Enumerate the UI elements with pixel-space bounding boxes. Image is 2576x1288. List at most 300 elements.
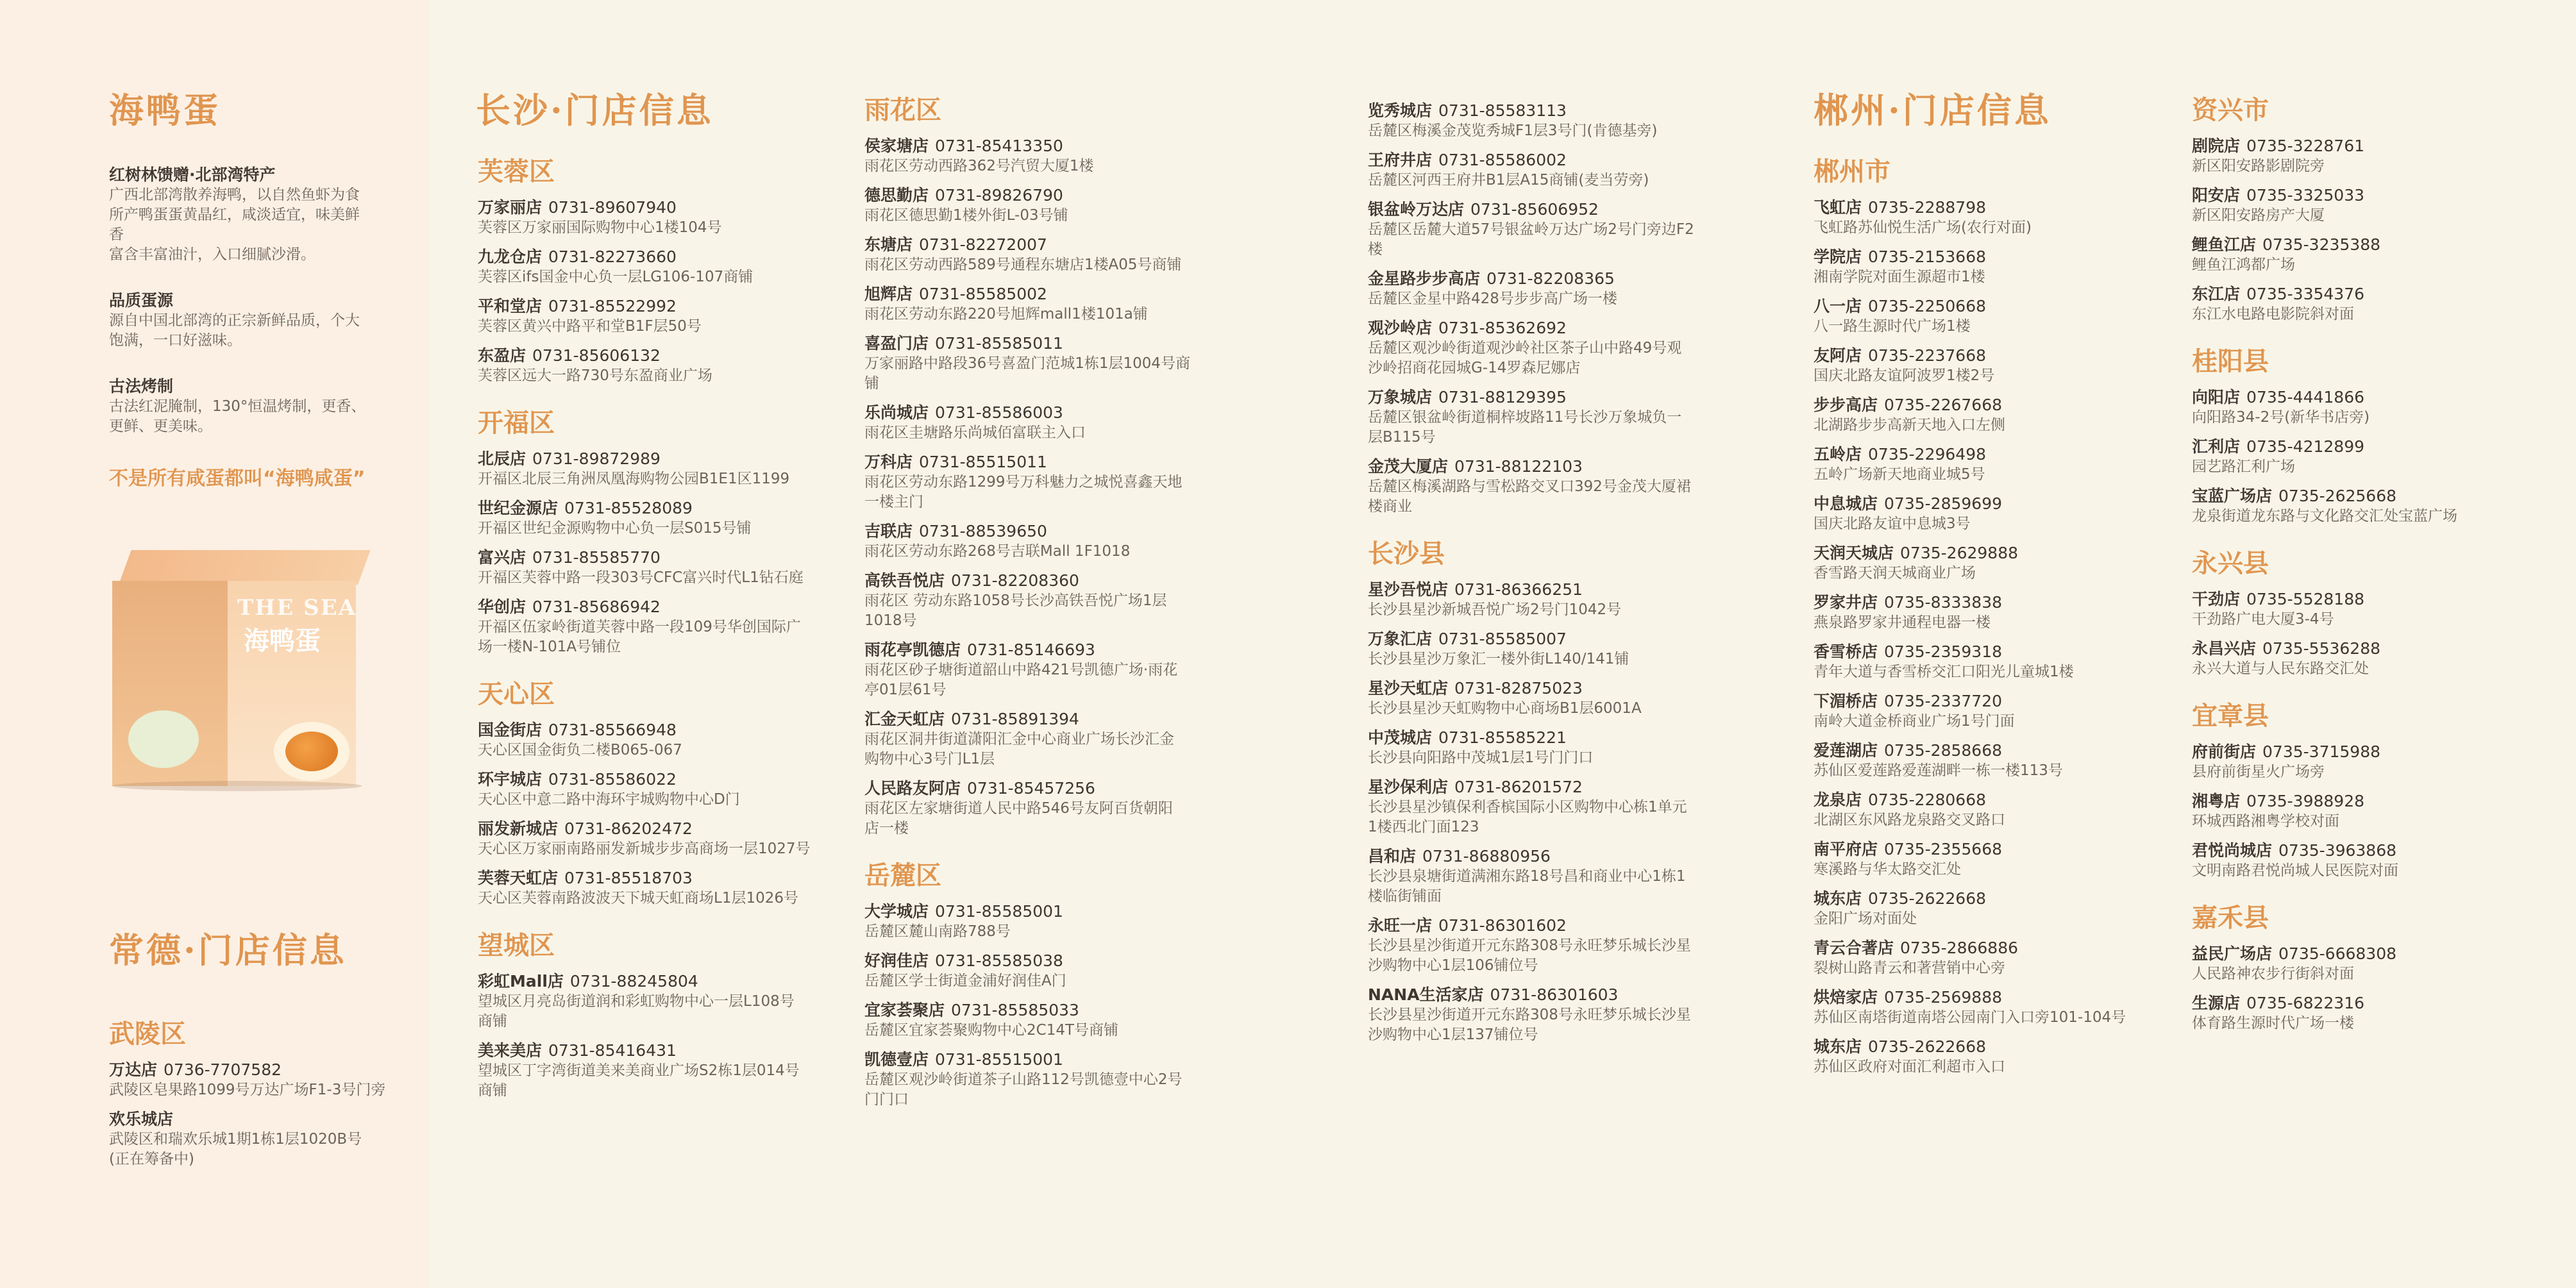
store-header <box>478 346 863 366</box>
store-phone: 0735-2355668 <box>1884 840 2002 858</box>
store-address: 长沙县星沙街道开元东路308号永旺梦乐城长沙星 <box>1368 937 1691 954</box>
store-address: 北湖路步步高新天地入口左侧 <box>1814 417 2005 433</box>
district-group <box>1368 101 1765 517</box>
store-item <box>1814 197 2173 238</box>
district-title: 岳麓区 <box>864 861 941 891</box>
store-address: 岳麓区观沙岭街道茶子山路112号凯德壹中心2号 <box>864 1071 1183 1088</box>
store-item <box>478 1041 863 1101</box>
store-phone: 0731-85606132 <box>532 346 661 365</box>
store-item <box>1368 846 1765 907</box>
store-address: 岳麓区银盆岭街道桐梓坡路11号长沙万象城负一 <box>1368 409 1682 426</box>
store-header <box>1814 444 2173 465</box>
chenzhou-column-1 <box>1814 159 2173 1101</box>
store-address: 湘南学院对面生源超市1楼 <box>1814 269 1985 285</box>
store-phone: 0735-2625668 <box>2278 487 2396 505</box>
store-phone: 0731-89872989 <box>532 449 661 468</box>
store-name: 雨花亭凯德店 <box>864 640 961 659</box>
store-name: 剧院店 <box>2192 137 2241 155</box>
store-name: 旭辉店 <box>864 285 913 303</box>
store-header <box>1814 395 2173 415</box>
store-name: 观沙岭店 <box>1368 319 1433 337</box>
store-item <box>1814 691 2173 732</box>
store-phone: 0731-85891394 <box>951 710 1079 728</box>
store-header <box>2192 235 2551 255</box>
district-group <box>2192 551 2551 679</box>
store-name: 人民路友阿店 <box>864 779 961 798</box>
store-item <box>478 597 863 657</box>
district-group <box>2192 703 2551 881</box>
store-address: 开福区伍家岭街道芙蓉中路一段109号华创国际广 <box>478 619 801 635</box>
store-address: 飞虹路苏仙悦生活广场(农行对面) <box>1814 219 2032 236</box>
store-item <box>1368 985 1765 1045</box>
store-item <box>2192 944 2551 984</box>
store-header <box>1814 839 2173 860</box>
store-name: 九龙仓店 <box>478 247 543 266</box>
store-address: 商铺 <box>478 1082 507 1099</box>
district-title: 开福区 <box>478 408 555 438</box>
intro-text: 饱满，一口好滋味。 <box>109 332 242 349</box>
store-header <box>864 235 1224 255</box>
store-phone: 0735-2858668 <box>1884 741 2002 760</box>
store-header <box>864 136 1224 156</box>
store-name: 世纪金源店 <box>478 499 559 517</box>
store-header <box>478 296 863 317</box>
district-group <box>109 1021 417 1169</box>
store-item <box>1814 444 2173 485</box>
store-name: 万家丽店 <box>478 198 543 217</box>
store-header <box>1368 916 1765 936</box>
store-header <box>2192 589 2551 610</box>
store-header <box>864 778 1224 799</box>
store-name: 飞虹店 <box>1814 198 1862 217</box>
store-item <box>864 284 1224 324</box>
store-header <box>2192 486 2551 506</box>
district-group <box>1814 159 2173 1077</box>
store-name: 烘焙家店 <box>1814 988 1878 1007</box>
store-item <box>2192 742 2551 782</box>
store-address: 亭01层61号 <box>864 682 947 698</box>
store-address: 新区阳安路房产大厦 <box>2192 207 2325 224</box>
store-address: 武陵区和瑞欢乐城1期1栋1层1020B号 <box>109 1131 362 1148</box>
store-phone: 0735-5536288 <box>2262 639 2380 658</box>
store-phone: 0731-88122103 <box>1454 457 1583 476</box>
store-phone: 0735-3325033 <box>2246 186 2364 205</box>
store-phone: 0731-85586003 <box>935 403 1063 422</box>
store-item <box>2192 387 2551 428</box>
store-phone: 0731-82272007 <box>919 235 1047 254</box>
store-header <box>2192 284 2551 305</box>
store-name: 阳安店 <box>2192 186 2241 205</box>
store-phone: 0735-3715988 <box>2262 742 2380 761</box>
store-address: 岳麓区宜家荟聚购物中心2C14T号商铺 <box>864 1022 1119 1039</box>
store-name: 侯家塘店 <box>864 137 929 155</box>
store-address: 裂树山路青云和著营销中心旁 <box>1814 960 2005 976</box>
store-phone: 0731-86301603 <box>1490 985 1619 1004</box>
store-phone: 0731-85362692 <box>1438 319 1567 337</box>
store-header <box>1814 938 2173 958</box>
store-address: 国庆北路友谊中息城3号 <box>1814 515 1971 532</box>
store-header <box>1368 846 1765 867</box>
store-header <box>1814 987 2173 1008</box>
store-header <box>1814 691 2173 712</box>
store-address: 雨花区砂子塘街道韶山中路421号凯德广场·雨花 <box>864 662 1178 678</box>
store-item <box>864 640 1224 700</box>
store-item <box>2192 486 2551 526</box>
store-item <box>1814 494 2173 534</box>
store-address: 东江水电路电影院斜对面 <box>2192 306 2354 322</box>
store-address: 雨花区劳动东路268号吉联Mall 1F1018 <box>864 543 1131 560</box>
changde-title: 常德·门店信息 <box>109 930 347 971</box>
store-header <box>1814 247 2173 267</box>
store-address: 长沙县向阳路中茂城1层1号门门口 <box>1368 749 1594 766</box>
store-address: 雨花区劳动西路589号通程东塘店1楼A05号商铺 <box>864 256 1182 273</box>
store-header <box>1368 269 1765 289</box>
store-address: 雨花区圭塘路乐尚城佰富联主入口 <box>864 424 1086 441</box>
district-group <box>1368 541 1765 1045</box>
store-item <box>109 1109 417 1169</box>
store-name: 彩虹Mall店 <box>478 972 564 991</box>
store-name: 喜盈门店 <box>864 334 929 353</box>
store-header <box>864 521 1224 542</box>
store-name: 万达店 <box>109 1060 158 1079</box>
store-phone: 0731-86201572 <box>1454 778 1583 796</box>
store-header <box>2192 993 2551 1014</box>
store-address: 岳麓区梅溪湖路与雪松路交叉口392号金茂大厦裙 <box>1368 478 1691 495</box>
store-name: 王府井店 <box>1368 151 1433 169</box>
store-header <box>1814 790 2173 810</box>
store-name: 星沙保利店 <box>1368 778 1449 796</box>
store-header <box>478 720 863 740</box>
district-title: 雨花区 <box>864 96 941 125</box>
changde-stores <box>109 1021 417 1194</box>
brand-title: 海鸭蛋 <box>109 90 221 131</box>
store-address: 雨花区劳动东路220号旭辉mall1楼101a铺 <box>864 306 1148 322</box>
store-name: 吉联店 <box>864 522 913 540</box>
intro-text: 古法红泥腌制，130°恒温烤制，更香、 <box>109 398 366 415</box>
changsha-title: 长沙·门店信息 <box>476 90 714 131</box>
store-header <box>478 449 863 469</box>
district-group <box>2192 905 2551 1033</box>
store-name: 好润佳店 <box>864 951 929 970</box>
store-phone: 0731-88129395 <box>1438 388 1567 406</box>
store-name: 星沙吾悦店 <box>1368 580 1449 599</box>
store-header <box>1814 346 2173 366</box>
store-name: 香雪桥店 <box>1814 642 1878 661</box>
store-header <box>2192 387 2551 408</box>
district-group <box>2192 97 2551 324</box>
store-phone: 0731-89826790 <box>935 186 1063 205</box>
store-name: 芙蓉天虹店 <box>478 869 559 887</box>
store-phone: 0735-2267668 <box>1884 396 2002 414</box>
intro-block <box>109 165 410 265</box>
brand-intro <box>109 165 410 490</box>
store-phone: 0735-2359318 <box>1884 642 2002 661</box>
district-title: 桂阳县 <box>2192 347 2269 376</box>
store-name: 万象城店 <box>1368 388 1433 406</box>
store-address: 楼 <box>1368 241 1383 258</box>
store-address: 文明南路君悦尚城人民医院对面 <box>2192 862 2398 879</box>
store-item <box>1368 728 1765 768</box>
store-item <box>2192 185 2551 226</box>
store-name: 八一店 <box>1814 297 1862 315</box>
store-address: 岳麓区岳麓大道57号银盆岭万达广场2号门旁边F2 <box>1368 221 1694 238</box>
store-address: 干劲路广电大厦3-4号 <box>2192 611 2334 628</box>
store-address: 1018号 <box>864 612 917 629</box>
store-phone: 0731-88539650 <box>919 522 1047 540</box>
store-name: 美来美店 <box>478 1041 543 1060</box>
store-name: 汇金天虹店 <box>864 710 945 728</box>
store-header <box>2192 841 2551 861</box>
store-phone: 0735-2153668 <box>1868 247 1986 266</box>
store-item <box>2192 284 2551 324</box>
store-address: 1楼西北门面123 <box>1368 819 1479 835</box>
store-header <box>1368 728 1765 748</box>
store-phone: 0731-82208360 <box>951 571 1079 590</box>
store-name: 北辰店 <box>478 449 526 468</box>
store-item <box>1814 247 2173 287</box>
store-item <box>478 548 863 588</box>
store-address: 县府前街星火广场旁 <box>2192 764 2325 780</box>
store-item <box>1368 456 1765 517</box>
changsha-column-2 <box>864 97 1224 1134</box>
intro-text: 富含丰富油汁，入口细腻沙滑。 <box>109 246 316 263</box>
store-phone: 0731-85586002 <box>1438 151 1567 169</box>
store-address: 商铺 <box>478 1013 507 1030</box>
store-address: 北湖区东风路龙泉路交叉路口 <box>1814 812 2005 828</box>
store-item <box>1814 395 2173 435</box>
intro-title: 红树林馈赠·北部湾特产 <box>109 165 276 184</box>
store-header <box>864 951 1224 971</box>
store-item <box>1814 642 2173 682</box>
store-item <box>1814 938 2173 978</box>
store-address: 燕泉路罗家井通程电器一楼 <box>1814 614 1991 631</box>
egg-yolk-icon <box>285 732 338 771</box>
store-name: 学院店 <box>1814 247 1862 266</box>
store-address: 苏仙区政府对面汇利超市入口 <box>1814 1058 2005 1075</box>
district-group <box>2192 349 2551 526</box>
store-name: 鲤鱼江店 <box>2192 235 2257 254</box>
store-name: 览秀城店 <box>1368 101 1433 120</box>
store-phone: 0731-82273660 <box>548 247 677 266</box>
store-name: 罗家井店 <box>1814 593 1878 612</box>
store-item <box>1368 777 1765 837</box>
store-address: 一楼主门 <box>864 494 923 510</box>
store-address: 岳麓区梅溪金茂览秀城F1层3号门(肯德基旁) <box>1368 122 1658 139</box>
store-header <box>864 452 1224 473</box>
store-address: 国庆北路友谊阿波罗1楼2号 <box>1814 367 1995 384</box>
store-address: 苏仙区南塔街道南塔公园南门入口旁101-104号 <box>1814 1009 2126 1026</box>
store-phone: 0731-86301602 <box>1438 916 1567 935</box>
store-address: 雨花区德思勤1楼外街L-03号铺 <box>864 207 1068 224</box>
store-item <box>2192 791 2551 832</box>
store-item <box>478 498 863 539</box>
store-phone: 0735-2866886 <box>1900 939 2018 957</box>
store-header <box>2192 791 2551 812</box>
store-item <box>478 868 863 908</box>
store-item <box>864 1050 1224 1110</box>
store-item <box>1368 387 1765 447</box>
store-name: 德思勤店 <box>864 186 929 205</box>
store-phone: 0731-85146693 <box>967 640 1095 659</box>
product-box-image <box>106 550 359 790</box>
store-item <box>478 720 863 760</box>
store-phone: 0735-2280668 <box>1868 790 1986 809</box>
store-item <box>864 571 1224 631</box>
store-address: 新区阳安路影剧院旁 <box>2192 158 2325 174</box>
store-item <box>478 247 863 287</box>
store-name: 金星路步步高店 <box>1368 269 1481 288</box>
store-address: 八一路生源时代广场1楼 <box>1814 318 1971 335</box>
district-title: 永兴县 <box>2192 549 2269 578</box>
store-address: 雨花区 劳动东路1058号长沙高铁吾悦广场1层 <box>864 592 1167 609</box>
store-name: 下湄桥店 <box>1814 692 1878 710</box>
store-header <box>478 247 863 267</box>
store-name: 友阿店 <box>1814 346 1862 365</box>
store-address: (正在筹备中) <box>109 1151 194 1167</box>
store-phone: 0735-2622668 <box>1868 1037 1986 1056</box>
store-address: 环城西路湘粤学校对面 <box>2192 813 2339 830</box>
store-address: 天心区中意二路中海环宇城购物中心D门 <box>478 791 740 808</box>
intro-text: 源自中国北部湾的正宗新鲜品质，个大 <box>109 312 360 329</box>
store-address: 雨花区劳动东路1299号万科魅力之城悦喜鑫天地 <box>864 474 1183 490</box>
store-item <box>1814 543 2173 583</box>
store-phone: 0731-85585001 <box>935 902 1063 921</box>
store-address: 长沙县星沙街道开元东路308号永旺梦乐城长沙星 <box>1368 1007 1691 1023</box>
store-header <box>1814 296 2173 317</box>
store-address: 购物中心3号门L1层 <box>864 751 995 767</box>
store-name: 欢乐城店 <box>109 1110 174 1128</box>
store-item <box>864 901 1224 942</box>
store-name: 汇利店 <box>2192 437 2241 456</box>
store-address: 长沙县星沙万象汇一楼外街L140/141铺 <box>1368 651 1629 667</box>
store-item <box>1368 629 1765 669</box>
store-phone: 0735-2629888 <box>1900 544 2018 562</box>
store-address: 层B115号 <box>1368 429 1436 446</box>
store-name: 天润天城店 <box>1814 544 1894 562</box>
store-header <box>1368 777 1765 798</box>
store-item <box>864 452 1224 512</box>
store-item <box>478 449 863 489</box>
store-header <box>864 185 1224 206</box>
store-phone: 0735-2250668 <box>1868 297 1986 315</box>
store-address: 芙蓉区远大一路730号东盈商业广场 <box>478 367 712 384</box>
store-item <box>864 403 1224 443</box>
store-item <box>1814 740 2173 781</box>
store-name: 府前街店 <box>2192 742 2257 761</box>
store-phone: 0735-3235388 <box>2262 235 2380 254</box>
store-name: 星沙天虹店 <box>1368 679 1449 698</box>
store-header <box>2192 136 2551 156</box>
store-header <box>1814 1037 2173 1057</box>
store-header <box>2192 185 2551 206</box>
store-address: 岳麓区金星中路428号步步高广场一楼 <box>1368 290 1617 307</box>
store-address: 开福区北辰三角洲凤凰海购物公园B1E1区1199 <box>478 471 790 487</box>
store-name: 城东店 <box>1814 889 1862 908</box>
store-phone: 0731-85518703 <box>564 869 693 887</box>
store-name: 南平府店 <box>1814 840 1878 858</box>
store-item <box>2192 639 2551 679</box>
intro-block <box>109 376 410 437</box>
store-header <box>1814 889 2173 909</box>
store-phone: 0731-86202472 <box>564 819 693 838</box>
store-name: 君悦尚城店 <box>2192 841 2273 860</box>
store-address: 金阳广场对面处 <box>1814 910 1917 927</box>
store-address: 楼临街铺面 <box>1368 888 1442 905</box>
store-address: 芙蓉区黄兴中路平和堂B1F层50号 <box>478 318 702 335</box>
store-item <box>1368 580 1765 620</box>
store-header <box>1368 150 1765 171</box>
store-name: 银盆岭万达店 <box>1368 200 1465 219</box>
store-header <box>864 901 1224 922</box>
store-phone: 0731-85413350 <box>935 137 1063 155</box>
district-title: 嘉禾县 <box>2192 903 2269 933</box>
store-header <box>2192 944 2551 964</box>
store-name: 青云合著店 <box>1814 939 1894 957</box>
store-item <box>478 819 863 859</box>
store-phone: 0731-85606952 <box>1470 200 1599 219</box>
store-item <box>864 333 1224 394</box>
store-header <box>478 819 863 839</box>
store-phone: 0735-2859699 <box>1884 494 2002 513</box>
store-name: 步步高店 <box>1814 396 1878 414</box>
store-name: 中茂城店 <box>1368 728 1433 747</box>
store-address: 南岭大道金桥商业广场1号门面 <box>1814 713 2015 730</box>
store-item <box>1814 296 2173 337</box>
store-phone: 0735-2237668 <box>1868 346 1986 365</box>
store-phone: 0735-4441866 <box>2246 388 2364 406</box>
store-name: 宜家荟聚店 <box>864 1001 945 1019</box>
store-item <box>2192 437 2551 477</box>
store-item <box>864 951 1224 991</box>
district-title: 长沙县 <box>1368 539 1445 569</box>
store-phone: 0731-85585033 <box>951 1001 1079 1019</box>
store-name: 大学城店 <box>864 902 929 921</box>
store-address: 沙岭招商花园城G-14罗森尼娜店 <box>1368 360 1581 376</box>
store-address: 人民路神农步行街斜对面 <box>2192 966 2354 982</box>
store-name: 湘粤店 <box>2192 792 2241 810</box>
district-title: 武陵区 <box>109 1019 186 1049</box>
store-address: 苏仙区爱莲路爱莲湖畔一栋一楼113号 <box>1814 762 2063 779</box>
district-group <box>478 410 863 657</box>
store-name: 永旺一店 <box>1368 916 1433 935</box>
store-name: 向阳店 <box>2192 388 2241 406</box>
store-address: 长沙县星沙镇保利香槟国际小区购物中心栋1单元 <box>1368 799 1687 815</box>
district-title: 宜章县 <box>2192 701 2269 731</box>
store-item <box>864 136 1224 176</box>
store-address: 园艺路汇利广场 <box>2192 458 2295 475</box>
store-header <box>864 1050 1224 1070</box>
store-address: 雨花区左家塘街道人民中路546号友阿百货朝阳 <box>864 800 1173 817</box>
store-item <box>1814 790 2173 830</box>
slogan: 不是所有咸蛋都叫“海鸭咸蛋” <box>109 467 366 490</box>
chenzhou-title: 郴州·门店信息 <box>1814 90 2051 131</box>
store-item <box>478 769 863 810</box>
store-header <box>864 709 1224 730</box>
store-name: 平和堂店 <box>478 297 543 315</box>
store-header <box>1368 456 1765 477</box>
store-phone: 0731-85585011 <box>935 334 1063 353</box>
store-phone: 0731-89607940 <box>548 198 677 217</box>
store-header <box>1368 985 1765 1005</box>
store-phone: 0731-82875023 <box>1454 679 1583 698</box>
store-name: 乐尚城店 <box>864 403 929 422</box>
store-item <box>864 521 1224 562</box>
store-phone: 0731-86880956 <box>1422 847 1551 866</box>
store-phone: 0736-7707582 <box>164 1060 282 1079</box>
store-header <box>1368 678 1765 699</box>
store-name: 益民广场店 <box>2192 944 2273 963</box>
store-name: 生源店 <box>2192 994 2241 1012</box>
